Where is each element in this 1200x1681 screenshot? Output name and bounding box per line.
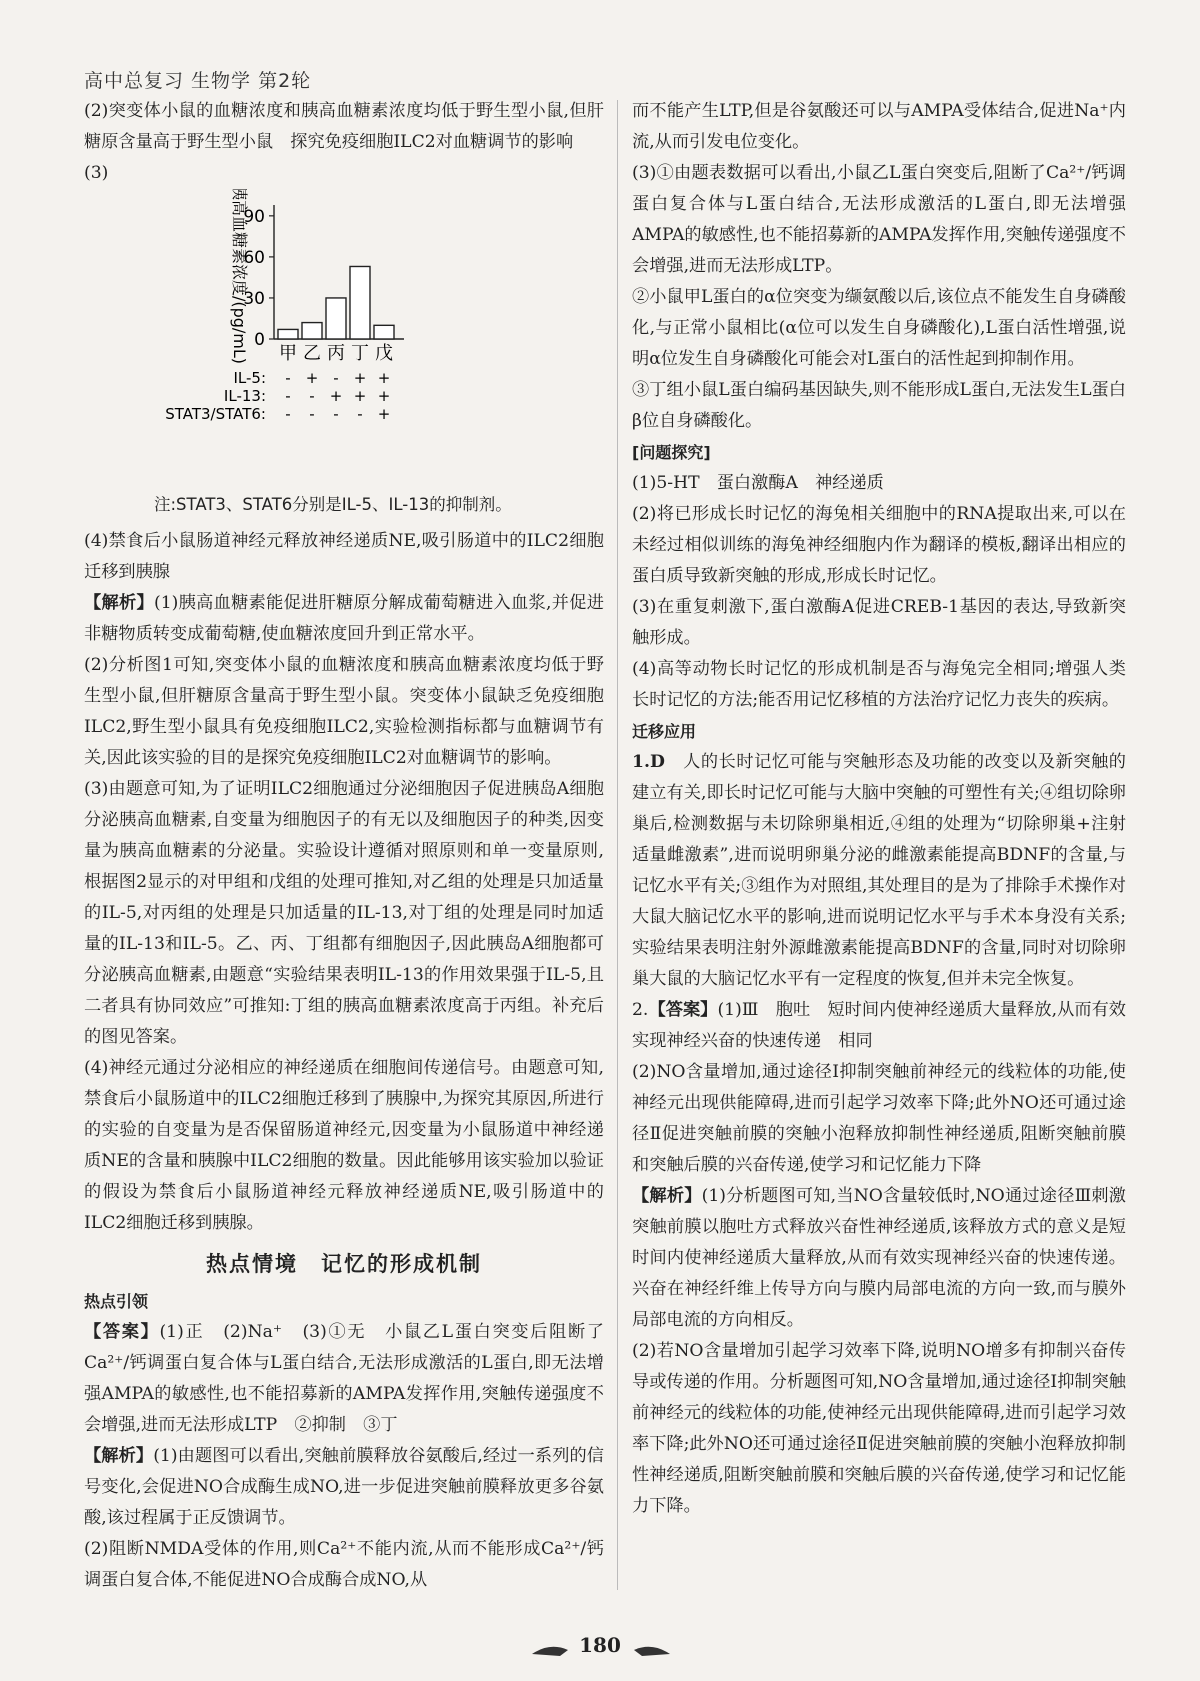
y-axis-label: 胰高血糖素浓度/(pg/mL) — [230, 189, 249, 365]
right-text-2: (3)①由题表数据可以看出,小鼠乙L蛋白突变后,阻断了Ca²⁺/钙调蛋白复合体与L蛋白结合,无法形成激活的L蛋白,即无法增强AMPA的敏感性,也不能招募新的AMPA发挥作用,突触传递强度不会增强,进而无法形成LTP。 — [632, 163, 1126, 276]
treatment-mark: - — [333, 369, 339, 387]
section-transfer: 迁移应用 — [632, 722, 697, 741]
analysis-1: (1)胰高血糖素能促进肝糖原分解成葡萄糖进入血浆,并促进非糖物质转变成葡萄糖,使血糖浓度回升到正常水平。 — [84, 593, 604, 644]
bar — [302, 323, 322, 339]
analysis-tag: 【解析】 — [84, 593, 154, 613]
treatment-mark: + — [377, 369, 391, 387]
transfer-1-text: 人的长时记忆可能与突触形态及功能的改变以及新突触的建立有关,即长时记忆可能与大脑中突触的可塑性有关;④组切除卵巢后,检测数据与未切除卵巢相近,④组的处理为“切除卵巢+注射适量雌激素”,进而说明卵巢分泌的雌激素能提高BDNF的含量,与记忆水平有关;③组作为对照组,其处理目的是为了排除手术操作对大鼠大脑记忆水平的影响,进而说明记忆水平与手术本身没有关系;实验结果表明注射外源雌激素能提高BDNF的含量,同时对切除卵巢大鼠的大脑记忆水平有一定程度的恢复,但并未完全恢复。 — [632, 752, 1126, 989]
treatment-label: STAT3/STAT6: — [165, 405, 266, 423]
y-tick-label: 60 — [243, 247, 265, 268]
treatment-mark: - — [285, 369, 291, 387]
transfer-2-analysis-1: (1)分析题图可知,当NO含量较低时,NO通过途径Ⅲ刺激突触前膜以胞吐方式释放兴奋性神经递质,该释放方式的意义是短时间内使神经递质大量释放,从而有效实现神经兴奋的快速传递。兴奋在神经纤维上传导方向与膜内局部电流的方向一致,而与膜外局部电流的方向相反。 — [632, 1186, 1126, 1330]
question-3: (3)在重复刺激下,蛋白激酶A促进CREB-1基因的表达,导致新突触形成。 — [632, 597, 1126, 648]
question-2: (2)将已形成长时记忆的海兔相关细胞中的RNA提取出来,可以在未经过相似训练的海兔神经细胞内作为翻译的模板,翻译出相应的蛋白质导致新突触的形成,形成长时记忆。 — [632, 504, 1126, 586]
bar — [374, 325, 394, 339]
section-hot-lead: 热点引领 — [84, 1292, 149, 1311]
treatment-mark: + — [305, 369, 319, 387]
transfer-2-answer-2: (2)NO含量增加,通过途径Ⅰ抑制突触前神经元的线粒体的功能,使神经元出现供能障碍,进而引起学习效率下降;此外NO还可通过途径Ⅱ促进突触前膜的突触小泡释放抑制性神经递质,阻断突触前膜和突触后膜的兴奋传递,使学习和记忆能力下降 — [632, 1062, 1126, 1175]
section-question-explore: [问题探究] — [632, 443, 711, 462]
column-divider — [617, 100, 618, 1590]
transfer-2-answer: (1)Ⅲ 胞吐 短时间内使神经递质大量释放,从而有效实现神经兴奋的快速传递 相同 — [632, 1000, 1126, 1051]
category-label: 丁 — [351, 343, 369, 364]
right-text-1: 而不能产生LTP,但是谷氨酸还可以与AMPA受体结合,促进Na⁺内流,从而引发电位变化。 — [632, 101, 1126, 152]
transfer-2-analysis-tag: 【解析】 — [632, 1186, 702, 1206]
bar — [350, 266, 370, 339]
transfer-1-number: 1.D — [632, 752, 665, 772]
treatment-mark: + — [353, 369, 367, 387]
analysis-2: (2)分析图1可知,突变体小鼠的血糖浓度和胰高血糖素浓度均低于野生型小鼠,但肝糖原含量高于野生型小鼠。突变体小鼠缺乏免疫细胞ILC2,野生型小鼠具有免疫细胞ILC2,实验检测指标都与血糖调节有关,因此该实验的目的是探究免疫细胞ILC2对血糖调节的影响。 — [84, 655, 604, 768]
answer-part-2: (2)突变体小鼠的血糖浓度和胰高血糖素浓度均低于野生型小鼠,但肝糖原含量高于野生型小鼠 探究免疫细胞ILC2对血糖调节的影响 — [84, 101, 604, 152]
page-number: 180 — [579, 1633, 621, 1657]
answer-tag: 【答案】 — [84, 1322, 160, 1342]
hot-analysis-2: (2)阻断NMDA受体的作用,则Ca²⁺不能内流,从而不能形成Ca²⁺/钙调蛋白复合体,不能促进NO合成酶合成NO,从 — [84, 1539, 604, 1590]
question-1: (1)5-HT 蛋白激酶A 神经递质 — [632, 473, 884, 493]
answer-part-3: (3) — [84, 163, 109, 183]
treatment-label: IL-13: — [223, 387, 266, 405]
hot-analysis-1: (1)由题图可以看出,突触前膜释放谷氨酸后,经过一系列的信号变化,会促进NO合成酶生成NO,进一步促进突触前膜释放更多谷氨酸,该过程属于正反馈调节。 — [84, 1446, 604, 1528]
hot-answer: (1)正 (2)Na⁺ (3)①无 小鼠乙L蛋白突变后阻断了Ca²⁺/钙调蛋白复合体与L蛋白结合,无法形成激活的L蛋白,即无法增强AMPA的敏感性,也不能招募新的AMPA发挥作用,突触传递强度不会增强,进而无法形成LTP ②抑制 ③丁 — [84, 1322, 604, 1435]
chart-note: 注:STAT3、STAT6分别是IL-5、IL-13的抑制剂。 — [154, 495, 512, 514]
treatment-mark: - — [357, 405, 363, 423]
analysis-4: (4)神经元通过分泌相应的神经递质在细胞间传递信号。由题意可知,禁食后小鼠肠道中的ILC2细胞迁移到了胰腺中,为探究其原因,所进行的实验的自变量为是否保留肠道神经元,因变量为小鼠肠道中神经递质NE的含量和胰腺中ILC2细胞的数量。因此能够用该实验加以验证的假设为禁食后小鼠肠道神经元释放神经递质NE,吸引肠道中的ILC2细胞迁移到胰腺。 — [84, 1058, 604, 1233]
treatment-mark: - — [333, 405, 339, 423]
transfer-2-analysis-2: (2)若NO含量增加引起学习效率下降,说明NO增多有抑制兴奋传导或传递的作用。分析题图可知,NO含量增加,通过途径Ⅰ抑制突触前神经元的线粒体的功能,使神经元出现供能障碍,进而引起学习效率下降;此外NO还可通过途径Ⅱ促进突触前膜的突触小泡释放抑制性神经递质,阻断突触前膜和突触后膜的兴奋传递,使学习和记忆能力下降。 — [632, 1341, 1126, 1516]
bar — [278, 329, 298, 339]
y-tick-label: 30 — [243, 288, 265, 309]
y-tick-label: 0 — [254, 330, 265, 350]
bar — [326, 298, 346, 339]
treatment-mark: - — [285, 387, 291, 405]
left-column — [84, 96, 604, 1596]
treatment-mark: + — [377, 405, 391, 423]
bar-chart — [84, 189, 604, 489]
question-4: (4)高等动物长时记忆的形成机制是否与海兔完全相同;增强人类长时记忆的方法;能否用记忆移植的方法治疗记忆力丧失的疾病。 — [632, 659, 1126, 710]
category-label: 乙 — [303, 343, 321, 364]
treatment-mark: + — [353, 387, 367, 405]
right-text-4: ③丁组小鼠L蛋白编码基因缺失,则不能形成L蛋白,无法发生L蛋白β位自身磷酸化。 — [632, 380, 1126, 431]
analysis-tag-2: 【解析】 — [84, 1446, 154, 1466]
transfer-2-number: 2. — [632, 1000, 649, 1020]
section-title: 热点情境 记忆的形成机制 — [206, 1252, 482, 1276]
treatment-mark: - — [285, 405, 291, 423]
treatment-label: IL-5: — [233, 369, 266, 387]
page-header: 高中总复习 生物学 第2轮 — [84, 70, 312, 92]
treatment-mark: + — [377, 387, 391, 405]
right-boat-decoration-icon — [632, 1636, 672, 1660]
category-label: 甲 — [279, 343, 297, 364]
analysis-3: (3)由题意可知,为了证明ILC2细胞通过分泌细胞因子促进胰岛A细胞分泌胰高血糖素,自变量为细胞因子的有无以及细胞因子的种类,因变量为胰高血糖素的分泌量。实验设计遵循对照原则和单一变量原则,根据图2显示的对甲组和戊组的处理可推知,对乙组的处理是只加适量的IL-5,对丙组的处理是只加适量的IL-13,对丁组的处理是同时加适量的IL-13和IL-5。乙、丙、丁组都有细胞因子,因此胰岛A细胞都可分泌胰高血糖素,由题意“实验结果表明IL-13的作用效果强于IL-5,且二者具有协同效应”可推知:丁组的胰高血糖素浓度高于丙组。补充后的图见答案。 — [84, 779, 604, 1047]
treatment-mark: - — [309, 405, 315, 423]
category-label: 丙 — [327, 343, 345, 364]
treatment-mark: - — [309, 387, 315, 405]
right-column — [632, 96, 1126, 1522]
right-text-3: ②小鼠甲L蛋白的α位突变为缬氨酸以后,该位点不能发生自身磷酸化,与正常小鼠相比(α位可以发生自身磷酸化),L蛋白活性增强,说明α位发生自身磷酸化可能会对L蛋白的活性起到抑制作用。 — [632, 287, 1126, 369]
y-tick-label: 90 — [243, 206, 265, 227]
answer-part-4: (4)禁食后小鼠肠道神经元释放神经递质NE,吸引肠道中的ILC2细胞迁移到胰腺 — [84, 531, 604, 582]
treatment-mark: + — [329, 387, 343, 405]
bar-chart-svg — [84, 189, 604, 489]
transfer-2-answer-tag: 【答案】 — [648, 1000, 718, 1020]
category-label: 戊 — [375, 343, 393, 364]
